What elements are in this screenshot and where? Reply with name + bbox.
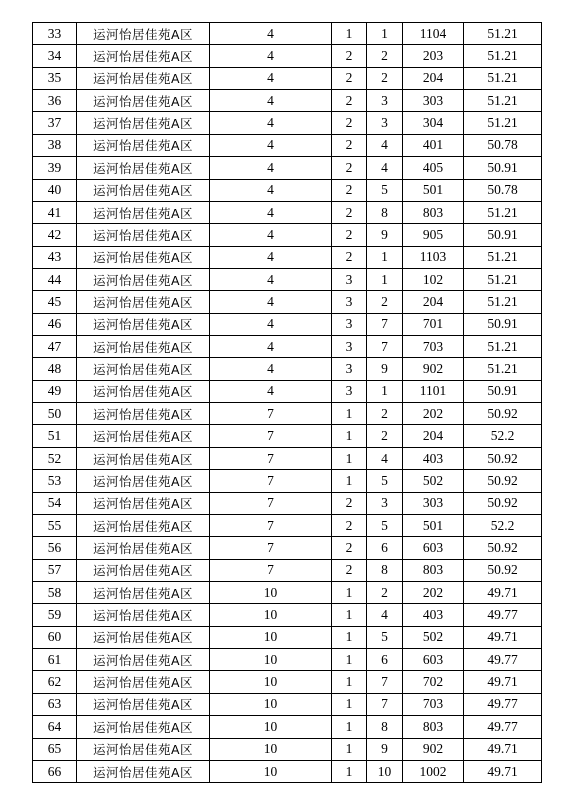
floor-number: 4 <box>367 447 403 469</box>
building-number: 4 <box>210 67 332 89</box>
building-number: 10 <box>210 626 332 648</box>
floor-number: 8 <box>367 201 403 223</box>
area-value: 50.92 <box>464 537 542 559</box>
unit-number: 1 <box>332 716 367 738</box>
community-name: 运河怡居佳苑A区 <box>77 559 210 581</box>
row-number: 65 <box>33 738 77 760</box>
unit-number: 2 <box>332 224 367 246</box>
unit-number: 2 <box>332 246 367 268</box>
building-number: 7 <box>210 559 332 581</box>
building-number: 4 <box>210 358 332 380</box>
room-number: 204 <box>403 291 464 313</box>
community-name: 运河怡居佳苑A区 <box>77 23 210 45</box>
table-row <box>33 224 542 246</box>
unit-number: 1 <box>332 693 367 715</box>
room-number: 203 <box>403 45 464 67</box>
floor-number: 3 <box>367 492 403 514</box>
row-number: 42 <box>33 224 77 246</box>
room-number: 902 <box>403 738 464 760</box>
building-number: 7 <box>210 470 332 492</box>
room-number: 902 <box>403 358 464 380</box>
building-number: 10 <box>210 760 332 782</box>
floor-number: 6 <box>367 537 403 559</box>
table-row <box>33 559 542 581</box>
table-row <box>33 268 542 290</box>
building-number: 4 <box>210 201 332 223</box>
table-row <box>33 358 542 380</box>
room-number: 501 <box>403 514 464 536</box>
table-row <box>33 291 542 313</box>
community-name: 运河怡居佳苑A区 <box>77 470 210 492</box>
floor-number: 5 <box>367 626 403 648</box>
row-number: 52 <box>33 447 77 469</box>
row-number: 38 <box>33 134 77 156</box>
floor-number: 1 <box>367 246 403 268</box>
floor-number: 2 <box>367 581 403 603</box>
community-name: 运河怡居佳苑A区 <box>77 246 210 268</box>
area-value: 51.21 <box>464 90 542 112</box>
building-number: 4 <box>210 291 332 313</box>
floor-number: 2 <box>367 291 403 313</box>
area-value: 49.77 <box>464 693 542 715</box>
row-number: 51 <box>33 425 77 447</box>
room-number: 403 <box>403 604 464 626</box>
area-value: 50.78 <box>464 134 542 156</box>
unit-number: 1 <box>332 23 367 45</box>
unit-number: 3 <box>332 380 367 402</box>
building-number: 4 <box>210 45 332 67</box>
building-number: 10 <box>210 716 332 738</box>
community-name: 运河怡居佳苑A区 <box>77 760 210 782</box>
community-name: 运河怡居佳苑A区 <box>77 67 210 89</box>
community-name: 运河怡居佳苑A区 <box>77 671 210 693</box>
area-value: 51.21 <box>464 291 542 313</box>
row-number: 55 <box>33 514 77 536</box>
area-value: 49.77 <box>464 604 542 626</box>
table-row <box>33 738 542 760</box>
row-number: 35 <box>33 67 77 89</box>
room-number: 803 <box>403 716 464 738</box>
community-name: 运河怡居佳苑A区 <box>77 492 210 514</box>
building-number: 4 <box>210 112 332 134</box>
floor-number: 3 <box>367 90 403 112</box>
table-row <box>33 514 542 536</box>
community-name: 运河怡居佳苑A区 <box>77 514 210 536</box>
room-number: 803 <box>403 559 464 581</box>
table-row <box>33 626 542 648</box>
room-number: 303 <box>403 90 464 112</box>
table-row <box>33 693 542 715</box>
unit-number: 1 <box>332 403 367 425</box>
area-value: 51.21 <box>464 336 542 358</box>
row-number: 43 <box>33 246 77 268</box>
room-number: 204 <box>403 67 464 89</box>
building-number: 10 <box>210 581 332 603</box>
unit-number: 2 <box>332 112 367 134</box>
community-name: 运河怡居佳苑A区 <box>77 716 210 738</box>
building-number: 10 <box>210 738 332 760</box>
unit-number: 1 <box>332 470 367 492</box>
community-name: 运河怡居佳苑A区 <box>77 224 210 246</box>
room-number: 403 <box>403 447 464 469</box>
floor-number: 9 <box>367 358 403 380</box>
area-value: 50.92 <box>464 470 542 492</box>
floor-number: 2 <box>367 45 403 67</box>
building-number: 7 <box>210 447 332 469</box>
floor-number: 2 <box>367 425 403 447</box>
area-value: 50.91 <box>464 157 542 179</box>
area-value: 50.92 <box>464 559 542 581</box>
unit-number: 1 <box>332 581 367 603</box>
unit-number: 2 <box>332 201 367 223</box>
area-value: 49.71 <box>464 671 542 693</box>
area-value: 51.21 <box>464 112 542 134</box>
area-value: 51.21 <box>464 358 542 380</box>
row-number: 56 <box>33 537 77 559</box>
building-number: 4 <box>210 179 332 201</box>
room-number: 502 <box>403 470 464 492</box>
unit-number: 1 <box>332 738 367 760</box>
table-row <box>33 313 542 335</box>
row-number: 46 <box>33 313 77 335</box>
community-name: 运河怡居佳苑A区 <box>77 380 210 402</box>
unit-number: 3 <box>332 336 367 358</box>
table-row <box>33 447 542 469</box>
row-number: 41 <box>33 201 77 223</box>
table-row <box>33 760 542 782</box>
table-row <box>33 470 542 492</box>
building-number: 4 <box>210 23 332 45</box>
building-number: 7 <box>210 492 332 514</box>
unit-number: 2 <box>332 179 367 201</box>
floor-number: 2 <box>367 67 403 89</box>
floor-number: 7 <box>367 671 403 693</box>
floor-number: 7 <box>367 693 403 715</box>
community-name: 运河怡居佳苑A区 <box>77 268 210 290</box>
community-name: 运河怡居佳苑A区 <box>77 134 210 156</box>
community-name: 运河怡居佳苑A区 <box>77 738 210 760</box>
table-row <box>33 112 542 134</box>
floor-number: 1 <box>367 380 403 402</box>
table-row <box>33 134 542 156</box>
building-number: 10 <box>210 693 332 715</box>
area-value: 50.92 <box>464 492 542 514</box>
row-number: 63 <box>33 693 77 715</box>
area-value: 52.2 <box>464 425 542 447</box>
building-number: 4 <box>210 90 332 112</box>
room-number: 102 <box>403 268 464 290</box>
building-number: 4 <box>210 380 332 402</box>
unit-number: 1 <box>332 671 367 693</box>
unit-number: 3 <box>332 358 367 380</box>
floor-number: 5 <box>367 470 403 492</box>
room-number: 1002 <box>403 760 464 782</box>
community-name: 运河怡居佳苑A区 <box>77 581 210 603</box>
room-number: 703 <box>403 693 464 715</box>
row-number: 34 <box>33 45 77 67</box>
unit-number: 2 <box>332 45 367 67</box>
community-name: 运河怡居佳苑A区 <box>77 425 210 447</box>
community-name: 运河怡居佳苑A区 <box>77 313 210 335</box>
floor-number: 10 <box>367 760 403 782</box>
room-number: 304 <box>403 112 464 134</box>
room-number: 401 <box>403 134 464 156</box>
building-number: 4 <box>210 313 332 335</box>
floor-number: 7 <box>367 336 403 358</box>
unit-number: 1 <box>332 425 367 447</box>
table-row <box>33 671 542 693</box>
table-row <box>33 649 542 671</box>
building-number: 7 <box>210 537 332 559</box>
area-value: 50.92 <box>464 447 542 469</box>
area-value: 51.21 <box>464 67 542 89</box>
table-row <box>33 604 542 626</box>
building-number: 4 <box>210 336 332 358</box>
unit-number: 2 <box>332 134 367 156</box>
room-number: 603 <box>403 649 464 671</box>
row-number: 44 <box>33 268 77 290</box>
area-value: 50.91 <box>464 313 542 335</box>
row-number: 45 <box>33 291 77 313</box>
room-number: 905 <box>403 224 464 246</box>
floor-number: 6 <box>367 649 403 671</box>
table-row <box>33 581 542 603</box>
floor-number: 3 <box>367 112 403 134</box>
room-number: 204 <box>403 425 464 447</box>
row-number: 62 <box>33 671 77 693</box>
floor-number: 5 <box>367 179 403 201</box>
community-name: 运河怡居佳苑A区 <box>77 157 210 179</box>
community-name: 运河怡居佳苑A区 <box>77 447 210 469</box>
area-value: 50.91 <box>464 224 542 246</box>
row-number: 54 <box>33 492 77 514</box>
unit-number: 3 <box>332 291 367 313</box>
table-row <box>33 45 542 67</box>
area-value: 51.21 <box>464 201 542 223</box>
room-number: 202 <box>403 403 464 425</box>
row-number: 66 <box>33 760 77 782</box>
table-row <box>33 537 542 559</box>
row-number: 36 <box>33 90 77 112</box>
table-row <box>33 425 542 447</box>
room-number: 701 <box>403 313 464 335</box>
row-number: 50 <box>33 403 77 425</box>
table-row <box>33 179 542 201</box>
building-number: 7 <box>210 403 332 425</box>
community-name: 运河怡居佳苑A区 <box>77 626 210 648</box>
area-value: 49.71 <box>464 760 542 782</box>
area-value: 49.71 <box>464 581 542 603</box>
table-body <box>33 23 542 783</box>
room-number: 1104 <box>403 23 464 45</box>
building-number: 10 <box>210 671 332 693</box>
area-value: 49.77 <box>464 649 542 671</box>
housing-table <box>32 22 542 783</box>
table-row <box>33 403 542 425</box>
row-number: 64 <box>33 716 77 738</box>
unit-number: 1 <box>332 447 367 469</box>
area-value: 49.71 <box>464 738 542 760</box>
community-name: 运河怡居佳苑A区 <box>77 112 210 134</box>
table-row <box>33 492 542 514</box>
unit-number: 2 <box>332 90 367 112</box>
table-row <box>33 336 542 358</box>
community-name: 运河怡居佳苑A区 <box>77 45 210 67</box>
row-number: 60 <box>33 626 77 648</box>
building-number: 10 <box>210 649 332 671</box>
room-number: 1103 <box>403 246 464 268</box>
community-name: 运河怡居佳苑A区 <box>77 358 210 380</box>
building-number: 7 <box>210 425 332 447</box>
table-row <box>33 23 542 45</box>
unit-number: 2 <box>332 559 367 581</box>
area-value: 50.92 <box>464 403 542 425</box>
floor-number: 4 <box>367 604 403 626</box>
floor-number: 1 <box>367 268 403 290</box>
unit-number: 3 <box>332 313 367 335</box>
room-number: 803 <box>403 201 464 223</box>
row-number: 39 <box>33 157 77 179</box>
community-name: 运河怡居佳苑A区 <box>77 201 210 223</box>
row-number: 40 <box>33 179 77 201</box>
room-number: 501 <box>403 179 464 201</box>
building-number: 7 <box>210 514 332 536</box>
table-row <box>33 246 542 268</box>
room-number: 603 <box>403 537 464 559</box>
community-name: 运河怡居佳苑A区 <box>77 179 210 201</box>
floor-number: 2 <box>367 403 403 425</box>
building-number: 10 <box>210 604 332 626</box>
unit-number: 1 <box>332 604 367 626</box>
unit-number: 2 <box>332 67 367 89</box>
row-number: 37 <box>33 112 77 134</box>
building-number: 4 <box>210 134 332 156</box>
room-number: 1101 <box>403 380 464 402</box>
unit-number: 1 <box>332 760 367 782</box>
community-name: 运河怡居佳苑A区 <box>77 291 210 313</box>
area-value: 52.2 <box>464 514 542 536</box>
area-value: 51.21 <box>464 246 542 268</box>
table-row <box>33 67 542 89</box>
room-number: 405 <box>403 157 464 179</box>
unit-number: 2 <box>332 492 367 514</box>
unit-number: 2 <box>332 514 367 536</box>
area-value: 51.21 <box>464 268 542 290</box>
floor-number: 8 <box>367 716 403 738</box>
row-number: 47 <box>33 336 77 358</box>
building-number: 4 <box>210 246 332 268</box>
table-row <box>33 201 542 223</box>
community-name: 运河怡居佳苑A区 <box>77 604 210 626</box>
area-value: 50.78 <box>464 179 542 201</box>
room-number: 202 <box>403 581 464 603</box>
floor-number: 1 <box>367 23 403 45</box>
unit-number: 1 <box>332 649 367 671</box>
floor-number: 8 <box>367 559 403 581</box>
unit-number: 2 <box>332 537 367 559</box>
building-number: 4 <box>210 157 332 179</box>
unit-number: 2 <box>332 157 367 179</box>
area-value: 50.91 <box>464 380 542 402</box>
table-row <box>33 90 542 112</box>
area-value: 51.21 <box>464 23 542 45</box>
building-number: 4 <box>210 268 332 290</box>
room-number: 702 <box>403 671 464 693</box>
row-number: 53 <box>33 470 77 492</box>
unit-number: 3 <box>332 268 367 290</box>
row-number: 59 <box>33 604 77 626</box>
community-name: 运河怡居佳苑A区 <box>77 537 210 559</box>
area-value: 49.71 <box>464 626 542 648</box>
community-name: 运河怡居佳苑A区 <box>77 336 210 358</box>
community-name: 运河怡居佳苑A区 <box>77 649 210 671</box>
row-number: 48 <box>33 358 77 380</box>
row-number: 33 <box>33 23 77 45</box>
table-row <box>33 716 542 738</box>
row-number: 58 <box>33 581 77 603</box>
floor-number: 4 <box>367 134 403 156</box>
floor-number: 7 <box>367 313 403 335</box>
row-number: 57 <box>33 559 77 581</box>
table-row <box>33 380 542 402</box>
table-row <box>33 157 542 179</box>
room-number: 502 <box>403 626 464 648</box>
community-name: 运河怡居佳苑A区 <box>77 693 210 715</box>
room-number: 303 <box>403 492 464 514</box>
building-number: 4 <box>210 224 332 246</box>
room-number: 703 <box>403 336 464 358</box>
unit-number: 1 <box>332 626 367 648</box>
row-number: 61 <box>33 649 77 671</box>
floor-number: 5 <box>367 514 403 536</box>
community-name: 运河怡居佳苑A区 <box>77 90 210 112</box>
floor-number: 9 <box>367 738 403 760</box>
row-number: 49 <box>33 380 77 402</box>
area-value: 49.77 <box>464 716 542 738</box>
area-value: 51.21 <box>464 45 542 67</box>
floor-number: 4 <box>367 157 403 179</box>
floor-number: 9 <box>367 224 403 246</box>
community-name: 运河怡居佳苑A区 <box>77 403 210 425</box>
